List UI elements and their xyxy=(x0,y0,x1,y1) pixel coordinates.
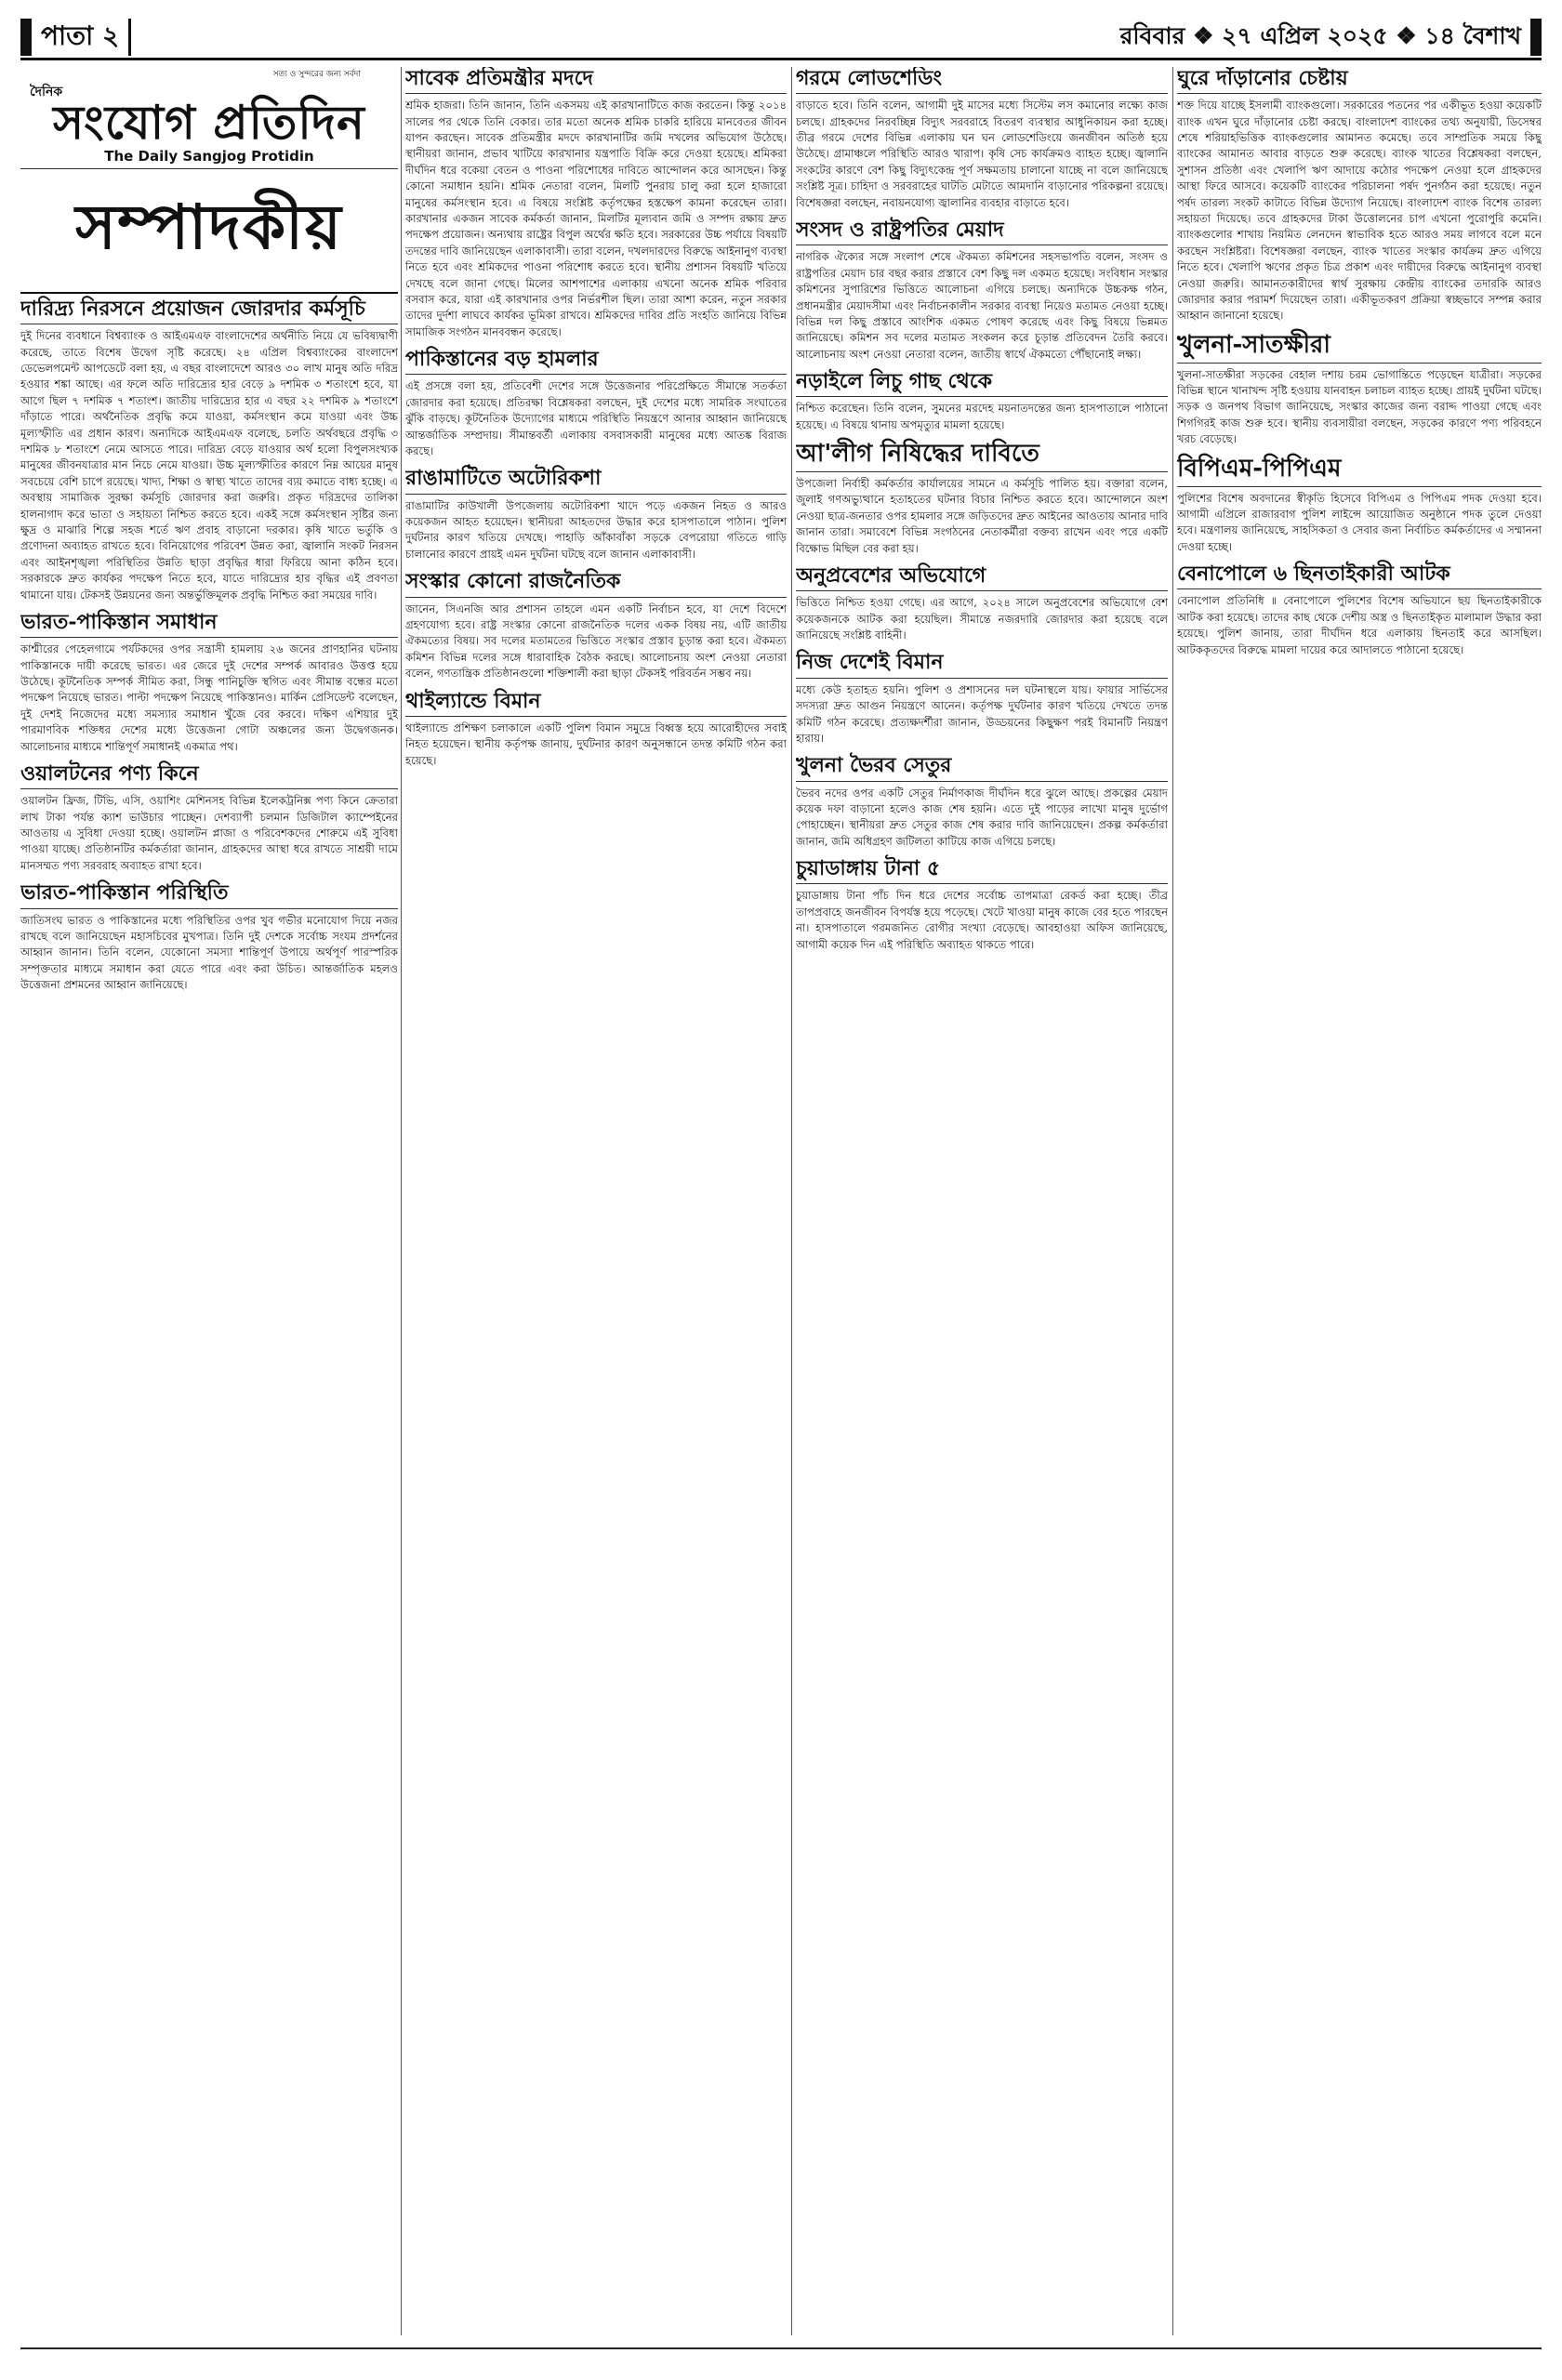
article-headline: থাইল্যান্ডে বিমান xyxy=(405,690,787,717)
article-headline: সংসদ ও রাষ্ট্রপতির মেয়াদ xyxy=(796,218,1168,245)
article-body: শ্রমিক হাজরা। তিনি জানান, তিনি একসময় এই কারখানাটিতে কাজ করতেন। কিন্তু ২০১৪ সালের পর থেকে তিনি বেকার। তার মতো অনেক শ্রমিক চাকরি হারিয়ে মানবেতর জীবন যাপন করছেন। সাবেক প্রতিমন্ত্রীর মদদে কারখানাটির জমি দখলের অভিযোগ উঠেছে। স্থানীয়রা জানান, প্রভাব খাটিয়ে কারখানার যন্ত্রপাতি বিক্রি করে দেওয়া হয়েছে। শ্রমিকরা দীর্ঘদিন ধরে বকেয়া বেতন ও পাওনা পরিশোধের দাবিতে আন্দোলন করে আসছেন। কিন্তু কোনো সমাধান হয়নি। শ্রমিক নেতারা বলেন, মিলটি পুনরায় চালু করা হলে হাজারো মানুষের কর্মসংস্থান হবে। এ বিষয়ে সংশ্লিষ্ট কর্তৃপক্ষের হস্তক্ষেপ কামনা করেছেন তারা। কারখানার একজন সাবেক কর্মকর্তা জানান, মিলটির মূল্যবান জমি ও সম্পদ রক্ষায় দ্রুত পদক্ষেপ প্রয়োজন। অন্যথায় রাষ্ট্রের বিপুল অর্থের ক্ষতি হবে। সরকারের উচ্চ পর্যায়ে বিষয়টি তদন্তের দাবি জানিয়েছেন এলাকাবাসী। তারা বলেন, দখলদারদের বিরুদ্ধে আইনানুগ ব্যবস্থা নিতে হবে এবং শ্রমিকদের পাওনা পরিশোধ করতে হবে। স্থানীয় প্রশাসন বিষয়টি খতিয়ে দেখছে বলে জানা গেছে। মিলের আশপাশের এলাকায় এখনো অনেক শ্রমিক পরিবার বসবাস করে, যারা এই কারখানার ওপর নির্ভরশীল ছিল। তারা আশা করেন, নতুন সরকার তাদের দুর্দশা লাঘবে কার্যকর ভূমিকা রাখবে। শ্রমিকদের দাবির প্রতি সংহতি জানিয়ে বিভিন্ন সামাজিক সংগঠন মানববন্ধন করেছে। xyxy=(405,99,787,338)
article-body: চুয়াডাঙ্গায় টানা পাঁচ দিন ধরে দেশের সর্বোচ্চ তাপমাত্রা রেকর্ড করা হচ্ছে। তীব্র তাপপ্রবাহে জনজীবন বিপর্যস্ত হয়ে পড়েছে। খেটে খাওয়া মানুষ কাজে বের হতে পারছেন না। হাসপাতালে গরমজনিত রোগীর সংখ্যা বেড়েছে। আবহাওয়া অফিস জানিয়েছে, আগামী কয়েক দিন এই পরিস্থিতি অব্যাহত থাকতে পারে। xyxy=(796,889,1168,951)
page-number: পাতা ২ xyxy=(41,20,120,51)
article-headline: পাকিস্তানের বড় হামলার xyxy=(405,348,787,375)
masthead xyxy=(20,67,398,169)
dateline xyxy=(1120,19,1542,56)
header-bar-divider xyxy=(128,19,131,56)
article-body: রাঙামাটির কাউখালী উপজেলায় অটোরিকশা খাদে পড়ে একজন নিহত ও আরও কয়েকজন আহত হয়েছেন। স্থানীয়রা আহতদের উদ্ধার করে হাসপাতালে পাঠান। পুলিশ দুর্ঘটনার কারণ খতিয়ে দেখছে। পাহাড়ি আঁকাবাঁকা সড়কে বেপরোয়া গতিতে গাড়ি চালানোর কারণে প্রায়ই এমন দুর্ঘটনা ঘটছে বলে জানান এলাকাবাসী। xyxy=(405,498,787,561)
article-body: থাইল্যান্ডে প্রশিক্ষণ চলাকালে একটি পুলিশ বিমান সমুদ্রে বিধ্বস্ত হয়ে আরোহীদের সবাই নিহত হয়েছেন। স্থানীয় কর্তৃপক্ষ জানায়, দুর্ঘটনার কারণ অনুসন্ধানে তদন্ত কমিটি গঠন করা হয়েছে। xyxy=(405,721,787,767)
editorial-section-title: সম্পাদকীয় xyxy=(20,173,398,294)
article-headline: বেনাপোলে ৬ ছিনতাইকারী আটক xyxy=(1177,562,1542,589)
article-body: বেনাপোল প্রতিনিধি ॥ বেনাপোলে পুলিশের বিশেষ অভিযানে ছয় ছিনতাইকারীকে আটক করা হয়েছে। তাদের কাছ থেকে দেশীয় অস্ত্র ও ছিনতাইকৃত মালামাল উদ্ধার করা হয়েছে। পুলিশ জানায়, তারা দীর্ঘদিন ধরে এলাকায় ছিনতাই করে আসছিল। আটককৃতদের বিরুদ্ধে মামলা দায়ের করে আদালতে পাঠানো হয়েছে। xyxy=(1177,594,1542,656)
header-rule xyxy=(20,58,1542,60)
article-headline: খুলনা-সাতক্ষীরা xyxy=(1177,332,1542,364)
article-headline: সংস্কার কোনো রাজনৈতিক xyxy=(405,570,787,597)
newspaper-title-english: The Daily Sangjog Protidin xyxy=(104,148,314,165)
column-rule xyxy=(1172,67,1173,2335)
article-body: বাড়াতে হবে। তিনি বলেন, আগামী দুই মাসের মধ্যে সিস্টেম লস কমানোর লক্ষ্যে কাজ চলছে। গ্রাহকদের নিরবচ্ছিন্ন বিদ্যুৎ সরবরাহে বিতরণ ব্যবস্থার আধুনিকায়ন করা হচ্ছে। তীব্র গরমে দেশের বিভিন্ন এলাকায় ঘন ঘন লোডশেডিংয়ে জনজীবন অতিষ্ঠ হয়ে উঠেছে। গ্রামাঞ্চলে পরিস্থিতি আরও খারাপ। কৃষি সেচ কার্যক্রমও ব্যাহত হচ্ছে। জ্বালানি সংকটের কারণে বেশ কিছু বিদ্যুৎকেন্দ্র পূর্ণ সক্ষমতায় চালানো যাচ্ছে না বলে জানিয়েছে সংশ্লিষ্ট সূত্র। চাহিদা ও সরবরাহের ঘাটতি মেটাতে আমদানি বাড়ানোর পরিকল্পনা রয়েছে। বিশেষজ্ঞরা বলছেন, নবায়নযোগ্য জ্বালানির ব্যবহার বাড়াতে হবে। xyxy=(796,99,1168,209)
article-body: জাতিসংঘ ভারত ও পাকিস্তানের মধ্যে পরিস্থিতির ওপর খুব গভীর মনোযোগ দিয়ে নজর রাখছে বলে জানিয়েছেন মহাসচিবের মুখপাত্র। তিনি দুই দেশকে সর্বোচ্চ সংযম প্রদর্শনের আহ্বান জানান। তিনি বলেন, যেকোনো সমস্যা শান্তিপূর্ণ উপায়ে অর্থপূর্ণ পারস্পরিক সম্পৃক্ততার মাধ্যমে সমাধান করা যেতে পারে এবং করা উচিত। আন্তর্জাতিক মহলও উত্তেজনা প্রশমনের আহ্বান জানিয়েছে। xyxy=(20,913,398,992)
article-headline: চুয়াডাঙ্গায় টানা ৫ xyxy=(796,857,1168,884)
article-headline: আ'লীগ নিষিদ্ধের দাবিতে xyxy=(796,441,1168,472)
article-body: শক্ত দিয়ে যাচ্ছে ইসলামী ব্যাংকগুলো। সরকারের পতনের পর একীভূত হওয়া কয়েকটি ব্যাংক এখন ঘুরে দাঁড়ানোর চেষ্টা করছে। বাংলাদেশ ব্যাংকের তথ্য অনুযায়ী, ডিসেম্বর শেষে শরিয়াহভিত্তিক ব্যাংকগুলোর আমানত কমেছে। তবে সাম্প্রতিক সময়ে কিছু ব্যাংকের আমানত আবার বাড়তে শুরু করেছে। ব্যাংক খাতের বিশ্লেষকরা বলছেন, সুশাসন প্রতিষ্ঠা এবং খেলাপি ঋণ আদায়ে কঠোর পদক্ষেপ নেওয়া হলে গ্রাহকদের আস্থা ফিরে আসবে। কয়েকটি ব্যাংকের পরিচালনা পর্ষদ পুনর্গঠন করা হয়েছে। নতুন পর্ষদ তারল্য সংকট কাটাতে বিভিন্ন উদ্যোগ নিয়েছে। বাংলাদেশ ব্যাংক বিশেষ তারল্য সহায়তা দিয়েছে। তবে গ্রাহকদের টাকা উত্তোলনের চাপ এখনো পুরোপুরি কমেনি। ব্যাংকগুলোর শাখায় নিয়মিত লেনদেন স্বাভাবিক হতে আরও সময় লাগবে বলে মনে করছেন সংশ্লিষ্টরা। বিশেষজ্ঞরা বলছেন, ব্যাংক খাতের সংস্কার কার্যক্রম দ্রুত এগিয়ে নিতে হবে। খেলাপি ঋণের প্রকৃত চিত্র প্রকাশ এবং দায়ীদের বিরুদ্ধে আইনানুগ ব্যবস্থা নেওয়া জরুরি। আমানতকারীদের স্বার্থ সুরক্ষায় কেন্দ্রীয় ব্যাংকের তদারকি আরও জোরদার করার পরামর্শ দিয়েছেন তারা। একীভূতকরণ প্রক্রিয়া স্বচ্ছভাবে সম্পন্ন করার আহ্বান জানানো হয়েছে। xyxy=(1177,99,1542,323)
article-headline: সাবেক প্রতিমন্ত্রীর মদদে xyxy=(405,67,787,94)
article-body: দুই দিনের ব্যবধানে বিশ্বব্যাংক ও আইএমএফ বাংলাদেশের অর্থনীতি নিয়ে যে ভবিষ্যদ্বাণী করেছে, তাতে বিশেষ উদ্বেগ সৃষ্টি করেছে। ২৪ এপ্রিল বিশ্বব্যাংকের বাংলাদেশ ডেভেলপমেন্ট আপডেটে বলা হয়, এ বছর বাংলাদেশে আরও ৩০ লাখ মানুষ অতি দরিদ্র হওয়ার শঙ্কা আছে। এর ফলে অতি দারিদ্র্যের হার বেড়ে ৯ দশমিক ৩ শতাংশে হবে, যা আগে ছিল ৭ দশমিক ৭ শতাংশ। জাতীয় দারিদ্র্যের হার এ বছর ২২ দশমিক ৯ শতাংশে দাঁড়াতে পারে। অর্থনৈতিক প্রবৃদ্ধি কমে যাওয়া, কর্মসংস্থান কমে যাওয়া এবং উচ্চ মূল্যস্ফীতি এর প্রধান কারণ। অন্যদিকে আইএমএফ বলেছে, চলতি অর্থবছরে প্রবৃদ্ধি ৩ দশমিক ৮ শতাংশে নেমে আসতে পারে। দারিদ্র্য বেড়ে যাওয়ার অর্থ হলো বিপুলসংখ্যক মানুষের জীবনযাত্রার মান নিচে নেমে যাওয়া। উচ্চ মূল্যস্ফীতির কারণে নিম্ন আয়ের মানুষ সবচেয়ে বেশি চাপে রয়েছে। খাদ্য, শিক্ষা ও স্বাস্থ্য খাতে তাদের ব্যয় কমাতে বাধ্য হচ্ছে। এ অবস্থায় সামাজিক সুরক্ষা কর্মসূচি জোরদার করা জরুরি। প্রকৃত দরিদ্রদের তালিকা হালনাগাদ করে ভাতা ও সহায়তা নিশ্চিত করতে হবে। একই সঙ্গে কর্মসংস্থান সৃষ্টির জন্য ক্ষুদ্র ও মাঝারি শিল্পে সহজ শর্তে ঋণ প্রবাহ বাড়ানো দরকার। কৃষি খাতে ভর্তুকি ও প্রণোদনা অব্যাহত রাখতে হবে। বিনিয়োগের পরিবেশ উন্নত করা, জ্বালানি সংকট নিরসন এবং আইনশৃঙ্খলা পরিস্থিতির উন্নতি ছাড়া প্রবৃদ্ধির ধারা ফিরিয়ে আনা কঠিন হবে। সরকারকে দ্রুত কার্যকর পদক্ষেপ নিতে হবে, যাতে দারিদ্র্যের হার বৃদ্ধির এই প্রবণতা থামানো যায়। টেকসই উন্নয়নের জন্য অন্তর্ভুক্তিমূলক প্রবৃদ্ধি নিশ্চিত করা সময়ের দাবি। xyxy=(20,329,398,602)
article-body: পুলিশের বিশেষ অবদানের স্বীকৃতি হিসেবে বিপিএম ও পিপিএম পদক দেওয়া হবে। আগামী এপ্রিলে রাজারবাগ পুলিশ লাইন্সে আয়োজিত অনুষ্ঠানে পদক তুলে দেওয়া হবে। মন্ত্রণালয় জানিয়েছে, সাহসিকতা ও সেবার জন্য নির্বাচিত কর্মকর্তাদের এ সম্মাননা দেওয়া হচ্ছে। xyxy=(1177,491,1542,553)
issue-date: রবিবার ❖ ২৭ এপ্রিল ২০২৫ ❖ ১৪ বৈশাখ xyxy=(1119,21,1521,49)
column-3 xyxy=(796,67,1168,2335)
article-headline: ভারত-পাকিস্তান সমাধান xyxy=(20,611,398,638)
page-number-box xyxy=(20,19,131,56)
article-headline: নড়াইলে লিচু গাছ থেকে xyxy=(796,370,1168,397)
article-body: ভিত্তিতে নিশ্চিত হওয়া গেছে। এর আগে, ২০২৪ সালে অনুপ্রবেশের অভিযোগে বেশ কয়েকজনকে আটক করা হয়েছিল। সীমান্তে নজরদারি জোরদার করা হয়েছে বলে জানিয়েছে সংশ্লিষ্ট বাহিনী। xyxy=(796,596,1168,642)
article-body: উপজেলা নির্বাহী কর্মকর্তার কার্যালয়ের সামনে এ কর্মসূচি পালিত হয়। বক্তারা বলেন, জুলাই গণঅভ্যুত্থানে হতাহতের ঘটনার বিচার নিশ্চিত করতে হবে। আন্দোলনে অংশ নেওয়া ছাত্র-জনতার ওপর হামলার সঙ্গে জড়িতদের দ্রুত আইনের আওতায় আনার দাবি জানান তারা। সমাবেশে বিভিন্ন সংগঠনের নেতাকর্মীরা বক্তব্য রাখেন এবং পরে একটি বিক্ষোভ মিছিল বের করা হয়। xyxy=(796,477,1168,555)
masthead-tagline: সত্য ও সুন্দরের জন্য সর্বদা xyxy=(272,70,361,79)
article-body: জানেন, সিএনজি আর প্রশাসন তাহলে এমন একটি নির্বাচন হবে, যা দেশে বিদেশে গ্রহণযোগ্য হবে। রাষ্ট্র সংস্কার কোনো রাজনৈতিক দলের একক বিষয় নয়, এটি জাতীয় ঐকমত্যের বিষয়। সব দলের মতামতের ভিত্তিতে সংস্কার প্রস্তাব চূড়ান্ত করা হবে। ঐকমত্য কমিশন বিভিন্ন দলের সঙ্গে ধারাবাহিক বৈঠক করছে। আলোচনায় অংশ নেওয়া নেতারা বলেন, গণতান্ত্রিক প্রতিষ্ঠানগুলো শক্তিশালী করা ছাড়া টেকসই পরিবর্তন সম্ভব নয়। xyxy=(405,602,787,681)
article-body: ভৈরব নদের ওপর একটি সেতুর নির্মাণকাজ দীর্ঘদিন ধরে ঝুলে আছে। প্রকল্পের মেয়াদ কয়েক দফা বাড়ানো হলেও কাজ শেষ হয়নি। এতে দুই পাড়ের লাখো মানুষ দুর্ভোগ পোহাচ্ছেন। স্থানীয়রা দ্রুত সেতুর কাজ শেষ করার দাবি জানিয়েছেন। প্রকল্প কর্মকর্তারা জানান, জমি অধিগ্রহণ জটিলতা কাটিয়ে কাজ এগিয়ে চলছে। xyxy=(796,786,1168,848)
article-headline: খুলনা ভৈরব সেতুর xyxy=(796,754,1168,781)
article-headline: অনুপ্রবেশের অভিযোগে xyxy=(796,564,1168,591)
column-2 xyxy=(405,67,787,2335)
article-headline: দারিদ্র্য নিরসনে প্রয়োজন জোরদার কর্মসূচি xyxy=(20,298,398,324)
column-4 xyxy=(1177,67,1542,2335)
article-body: মধ্যে কেউ হতাহত হয়নি। পুলিশ ও প্রশাসনের দল ঘটনাস্থলে যায়। ফায়ার সার্ভিসের সদস্যরা দ্রুত আগুন নিয়ন্ত্রণে আনেন। কর্তৃপক্ষ দুর্ঘটনার কারণ খতিয়ে দেখতে তদন্ত কমিটি গঠন করেছে। প্রত্যক্ষদর্শীরা জানান, উড্ডয়নের কিছুক্ষণ পরই বিমানটি নিয়ন্ত্রণ হারায়। xyxy=(796,682,1168,745)
masthead-daily: দৈনিক xyxy=(30,85,63,99)
article-body: ওয়ালটন ফ্রিজ, টিভি, এসি, ওয়াশিং মেশিনসহ বিভিন্ন ইলেকট্রনিক্স পণ্য কিনে ক্রেতারা লাখ টাকা পর্যন্ত ক্যাশ ভাউচার পাচ্ছেন। দেশব্যাপী চলমান ডিজিটাল ক্যাম্পেইনের আওতায় এ সুবিধা দেওয়া হচ্ছে। ওয়ালটন প্লাজা ও পরিবেশকদের শোরুমে এই সুবিধা পাওয়া যাচ্ছে। প্রতিষ্ঠানটির কর্মকর্তারা জানান, গ্রাহকদের আস্থা ধরে রাখতে সাশ্রয়ী দামে মানসম্মত পণ্য সরবরাহ অব্যাহত রাখা হবে। xyxy=(20,794,398,872)
article-headline: রাঙামাটিতে অটোরিকশা xyxy=(405,467,787,494)
newspaper-title: সংযোগ প্রতিদিন xyxy=(53,95,365,150)
article-headline: গরমে লোডশেডিং xyxy=(796,67,1168,94)
article-body: নাগরিক ঐক্যের সঙ্গে সংলাপ শেষে ঐকমত্য কমিশনের সহসভাপতি বলেন, সংসদ ও রাষ্ট্রপতির মেয়াদ চার বছর করার প্রস্তাবে বেশ কিছু দল একমত হয়েছে। সংবিধান সংস্কার কমিশনের সুপারিশের ভিত্তিতে আলোচনা এগিয়ে চলছে। অন্যদিকে উচ্চকক্ষ গঠন, প্রধানমন্ত্রীর মেয়াদসীমা এবং নির্বাচনকালীন সরকার ব্যবস্থা নিয়েও মতামত নেওয়া হচ্ছে। বিভিন্ন দল কিছু প্রস্তাবে আংশিক একমত পোষণ করেছে এবং কিছু বিষয়ে ভিন্নমত জানিয়েছে। কমিশন সব দলের মতামত সংকলন করে চূড়ান্ত প্রতিবেদন তৈরি করবে। আলোচনায় অংশ নেওয়া নেতারা বলেন, জাতীয় স্বার্থে ঐকমত্যে পৌঁছানোই লক্ষ্য। xyxy=(796,250,1168,361)
article-headline: নিজ দেশেই বিমান xyxy=(796,651,1168,678)
article-headline: বিপিএম-পিপিএম xyxy=(1177,456,1542,487)
header-bar-left xyxy=(20,19,32,56)
article-body: কাশ্মীরের পেহেলগামে পর্যটকদের ওপর সন্ত্রাসী হামলায় ২৬ জনের প্রাণহানির ঘটনায় পাকিস্তানকে দায়ী করেছে ভারত। এর জেরে দুই দেশের সম্পর্ক আবারও উত্তপ্ত হয়ে উঠেছে। কূটনৈতিক সম্পর্ক সীমিত করা, সিন্ধু পানিচুক্তি স্থগিত এবং সীমান্ত বন্ধের মতো পদক্ষেপ নিয়েছে ভারত। পাল্টা পদক্ষেপ নিয়েছে পাকিস্তানও। মার্কিন প্রেসিডেন্ট বলেছেন, দুই দেশই নিজেদের মধ্যে সমস্যার সমাধান খুঁজে বের করবে। দক্ষিণ এশিয়ার দুই পারমাণবিক শক্তিধর দেশের মধ্যে উত্তেজনা গোটা অঞ্চলের জন্য উদ্বেগজনক। আলোচনার মাধ্যমে শান্তিপূর্ণ সমাধানই একমাত্র পথ। xyxy=(20,642,398,753)
column-1 xyxy=(20,67,398,2335)
page-header xyxy=(20,15,1542,61)
article-headline: ভারত-পাকিস্তান পরিস্থিতি xyxy=(20,881,398,908)
column-rule xyxy=(401,67,402,2335)
article-body: খুলনা-সাতক্ষীরা সড়কের বেহাল দশায় চরম ভোগান্তিতে পড়েছেন যাত্রীরা। সড়কের বিভিন্ন স্থানে খানাখন্দ সৃষ্টি হওয়ায় যানবাহন চলাচল ব্যাহত হচ্ছে। প্রায়ই দুর্ঘটনা ঘটছে। সড়ক ও জনপথ বিভাগ জানিয়েছে, সংস্কার কাজের জন্য বরাদ্দ পাওয়া গেছে এবং শিগগিরই কাজ শুরু হবে। স্থানীয় ব্যবসায়ীরা বলছেন, সড়কের কারণে পণ্য পরিবহনে খরচ বেড়েছে। xyxy=(1177,367,1542,446)
header-bar-right xyxy=(1530,19,1542,56)
column-rule xyxy=(791,67,792,2335)
article-body: এই প্রসঙ্গে বলা হয়, প্রতিবেশী দেশের সঙ্গে উত্তেজনার পরিপ্রেক্ষিতে সীমান্তে সতর্কতা জোরদার করা হয়েছে। প্রতিরক্ষা বিশ্লেষকরা বলছেন, দুই দেশের মধ্যে সামরিক সংঘাতের ঝুঁকি বাড়ছে। কূটনৈতিক উদ্যোগের মাধ্যমে পরিস্থিতি নিয়ন্ত্রণে আনার আহ্বান জানিয়েছে আন্তর্জাতিক সম্প্রদায়। সীমান্তবর্তী এলাকায় বসবাসকারী মানুষের মধ্যে আতঙ্ক বিরাজ করছে। xyxy=(405,379,787,458)
footer-rule xyxy=(20,2347,1542,2349)
article-headline: ঘুরে দাঁড়ানোর চেষ্টায় xyxy=(1177,67,1542,94)
article-headline: ওয়ালটনের পণ্য কিনে xyxy=(20,762,398,789)
article-body: নিশ্চিত করেছেন। তিনি বলেন, সুমনের মরদেহ ময়নাতদন্তের জন্য হাসপাতালে পাঠানো হয়েছে। এ বিষয়ে থানায় অপমৃত্যুর মামলা হয়েছে। xyxy=(796,402,1168,431)
